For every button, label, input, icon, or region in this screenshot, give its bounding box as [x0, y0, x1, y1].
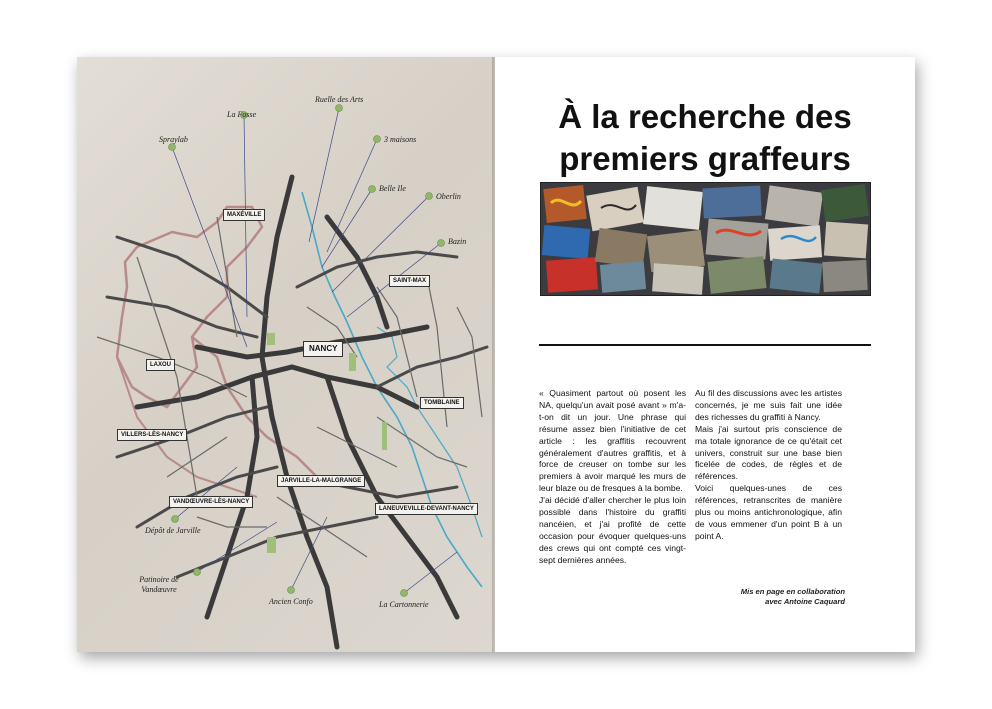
spot-marker	[374, 136, 381, 143]
park	[267, 537, 276, 553]
spot-belle-ile: Belle Ile	[379, 184, 406, 193]
article-column-2	[695, 388, 842, 543]
article-title-line1: À la recherche des	[558, 98, 852, 135]
district-label-nancy: NANCY	[303, 341, 343, 357]
credit-line1: Mis en page en collaboration	[740, 587, 845, 596]
district-label-laxou: LAXOU	[146, 359, 175, 371]
graffiti-photo-collage	[540, 182, 871, 296]
spot-marker	[401, 590, 408, 597]
spot-marker	[288, 587, 295, 594]
spot-marker	[438, 240, 445, 247]
district-label-villers: VILLERS-LÈS-NANCY	[117, 429, 187, 441]
district-label-vandoeuvre: VANDŒUVRE-LÈS-NANCY	[169, 496, 253, 508]
district-label-laneuveville: LANEUVEVILLE-DEVANT-NANCY	[375, 503, 478, 515]
article-paragraph: Mais j'ai surtout pris conscience de ma totale ignorance de ce qu'était cet univers, construit sur une base bien ficelée de codes, de règles et de références.	[695, 423, 842, 482]
map-page	[77, 57, 495, 652]
article-page	[495, 57, 915, 652]
article-paragraph: J'ai décidé d'aller chercher le plus loin possible dans l'histoire du graffiti nancéien, et j'ai profité de cette occasion pour évoquer quelques-uns des crews qui ont compté ces vingt-sept dernières années.	[539, 495, 686, 565]
spot-patinoire-line1: Patinoire de	[139, 575, 179, 584]
park	[382, 422, 387, 450]
spot-oberlin: Oberlin	[436, 192, 461, 201]
magazine-spread	[77, 57, 915, 652]
collage-image	[541, 183, 870, 295]
layout-credit	[705, 587, 845, 607]
park	[267, 333, 275, 345]
spot-marker	[336, 105, 343, 112]
spot-patinoire-line2: Vandœuvre	[141, 585, 177, 594]
district-label-jarville: JARVILLE-LA-MALGRANGE	[277, 475, 365, 487]
article-paragraph: Voici quelques-unes de ces références, retranscrites de manière plus ou moins antichronologique, afin de vous emmener d'un point B à un point A.	[695, 483, 842, 541]
city-map	[77, 57, 495, 652]
district-label-tomblaine: TOMBLAINE	[420, 397, 464, 409]
park	[349, 353, 356, 371]
spot-marker	[172, 516, 179, 523]
spot-patinoire	[129, 575, 189, 595]
section-rule	[539, 344, 871, 346]
spot-la-cartonnerie: La Cartonnerie	[379, 600, 429, 609]
article-title-line2: premiers graffeurs	[559, 140, 851, 177]
credit-line2: avec Antoine Caquard	[765, 597, 845, 606]
spot-ancien-conforama: Ancien Confo	[269, 597, 313, 606]
commune-boundary	[117, 207, 262, 407]
district-label-saint-max: SAINT-MAX	[389, 275, 430, 287]
spot-marker	[194, 569, 201, 576]
spot-spraylab: Spraylab	[159, 135, 188, 144]
spot-la-fosse: La Fosse	[227, 110, 257, 119]
district-label-maxeville: MAXÉVILLE	[223, 209, 265, 221]
article-paragraph: Au fil des discussions avec les artistes concernés, je me suis fait une idée des richesses du graffiti à Nancy.	[695, 388, 842, 422]
article-paragraph: « Quasiment partout où posent les NA, quelqu'un avait posé avant » m'a-t-on dit un jour. Une phrase qui résume assez bien l'initiative de cet article : les graffitis recouvrent généralement d'autres graffitis, et à force de creuser on tombe sur les premiers à avoir marqué les murs de leur blaze ou de fresques à la bombe.	[539, 388, 686, 494]
spot-bazin: Bazin	[448, 237, 467, 246]
spot-depot-de-jarville: Dépôt de Jarville	[145, 526, 201, 535]
spot-marker	[426, 193, 433, 200]
spot-3-maisons: 3 maisons	[384, 135, 417, 144]
spot-marker	[369, 186, 376, 193]
spot-ruelle-des-arts: Ruelle des Arts	[315, 95, 364, 104]
article-column-1	[539, 388, 686, 567]
